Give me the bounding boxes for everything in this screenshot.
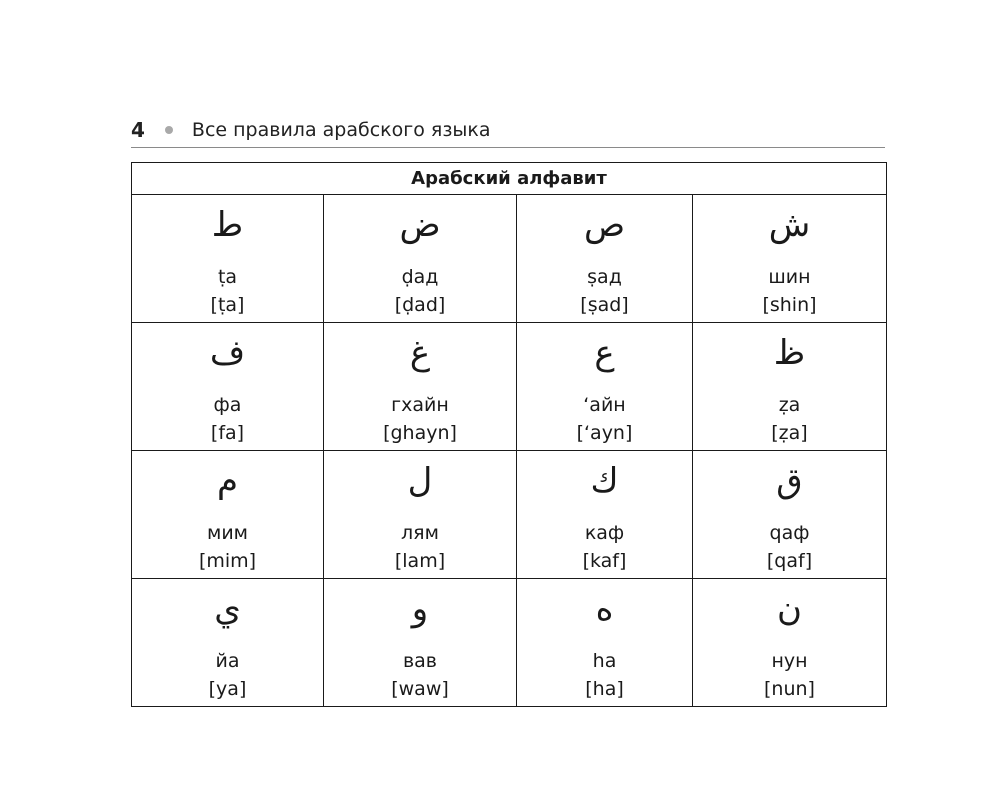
letter-cell	[517, 323, 693, 451]
letter-transliteration: [ʻayn]	[576, 422, 633, 444]
arabic-letter: ع	[594, 333, 615, 373]
arabic-letter: ش	[768, 205, 811, 245]
letter-transliteration: [fa]	[210, 422, 245, 444]
letter-name: ʻайн	[583, 394, 626, 416]
arabic-letter: غ	[409, 333, 431, 373]
table-row	[132, 323, 887, 451]
arabic-letter: ظ	[773, 333, 806, 373]
letter-transliteration: [ẓa]	[771, 422, 808, 444]
letter-name: ẓа	[778, 394, 801, 416]
letter-transliteration: [qaf]	[766, 550, 813, 572]
book-title: Все правила арабского языка	[191, 119, 491, 141]
arabic-letter: م	[216, 461, 239, 501]
arabic-letter: ن	[777, 589, 802, 629]
letter-cell	[324, 579, 517, 707]
letter-name: ṭа	[217, 266, 238, 288]
letter-name: гхайн	[391, 394, 449, 416]
letter-transliteration: [waw]	[391, 678, 449, 700]
letter-cell	[324, 323, 517, 451]
letter-name: hа	[592, 650, 617, 672]
letter-cell	[132, 579, 324, 707]
letter-transliteration: [kaf]	[582, 550, 627, 572]
letter-transliteration: [ha]	[585, 678, 624, 700]
table-row	[132, 195, 887, 323]
letter-cell	[324, 451, 517, 579]
arabic-letter: ك	[590, 461, 619, 501]
arabic-letter: و	[411, 589, 429, 629]
letter-name: вав	[402, 650, 438, 672]
arabic-letter: ض	[399, 205, 441, 245]
letter-cell	[132, 195, 324, 323]
arabic-letter: ه	[595, 589, 614, 629]
letter-cell	[693, 195, 887, 323]
arabic-letter: ل	[407, 461, 433, 501]
letter-transliteration: [ṭa]	[210, 294, 245, 316]
letter-name: шин	[768, 266, 811, 288]
bullet-separator-icon	[165, 126, 173, 134]
letter-transliteration: [ṣad]	[580, 294, 629, 316]
arabic-letter: ص	[583, 205, 626, 245]
letter-cell	[132, 451, 324, 579]
letter-cell	[693, 451, 887, 579]
letter-transliteration: [ya]	[208, 678, 247, 700]
arabic-letter: ط	[211, 205, 244, 245]
letter-name: ḍад	[401, 266, 439, 288]
letter-transliteration: [ghayn]	[383, 422, 457, 444]
letter-name: каф	[584, 522, 625, 544]
arabic-letter: ي	[214, 589, 241, 629]
letter-transliteration: [nun]	[764, 678, 815, 700]
arabic-alphabet-table	[131, 162, 887, 707]
letter-transliteration: [mim]	[198, 550, 257, 572]
table-header-row	[132, 163, 887, 195]
letter-cell	[517, 195, 693, 323]
letter-cell	[132, 323, 324, 451]
letter-name: нун	[771, 650, 808, 672]
letter-name: лям	[401, 522, 439, 544]
letter-name: qаф	[769, 522, 810, 544]
letter-cell	[517, 579, 693, 707]
arabic-letter: ف	[209, 333, 246, 373]
letter-cell	[693, 579, 887, 707]
letter-transliteration: [ḍad]	[394, 294, 446, 316]
table-row	[132, 579, 887, 707]
letter-name: йа	[215, 650, 240, 672]
running-head	[131, 113, 885, 148]
arabic-letter: ق	[776, 461, 803, 501]
letter-name: мим	[206, 522, 248, 544]
letter-transliteration: [lam]	[394, 550, 446, 572]
letter-cell	[693, 323, 887, 451]
page-number: 4	[131, 118, 145, 142]
letter-transliteration: [shin]	[762, 294, 817, 316]
letter-name: фа	[213, 394, 242, 416]
table-row	[132, 451, 887, 579]
letter-name: ṣад	[587, 266, 622, 288]
letter-cell	[324, 195, 517, 323]
table-title: Арабский алфавит	[132, 163, 887, 195]
letter-cell	[517, 451, 693, 579]
